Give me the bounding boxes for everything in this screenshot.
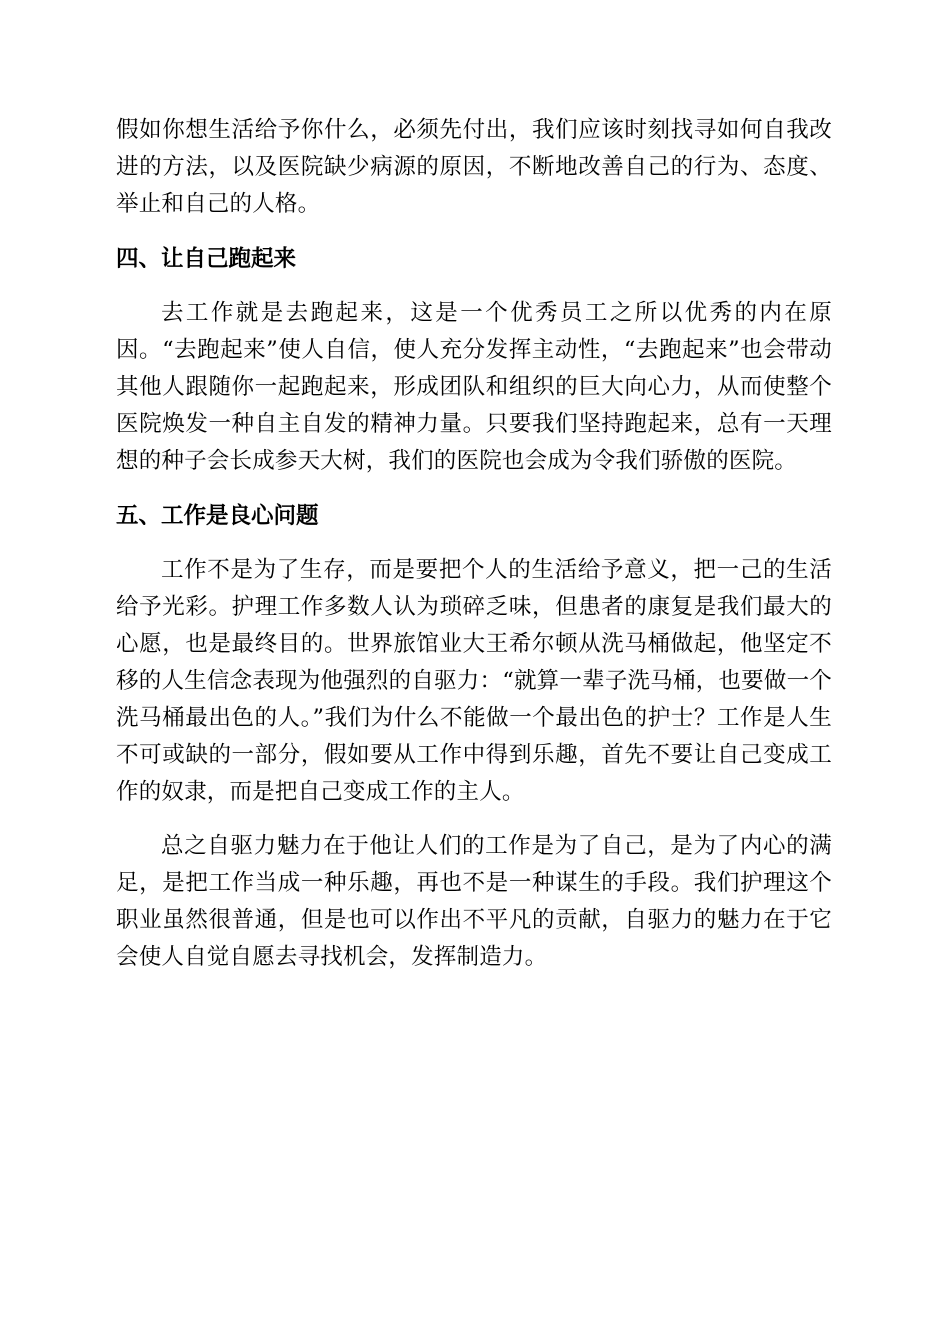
paragraph-intro: 假如你想生活给予你什么，必须先付出，我们应该时刻找寻如何自我改进的方法，以及医院缺少病源的原因，不断地改善自己的行为、态度、举止和自己的人格。 xyxy=(116,117,832,217)
paragraph-summary: 总之自驱力魅力在于他让人们的工作是为了自己，是为了内心的满足，是把工作当成一种乐趣，再也不是一种谋生的手段。我们护理这个职业虽然很普通，但是也可以作出不平凡的贡献，自驱力的魅力在于它会使人自觉自愿去寻找机会，发挥制造力。 xyxy=(116,833,832,970)
paragraph-conscience: 工作不是为了生存，而是要把个人的生活给予意义，把一己的生活给予光彩。护理工作多数人认为琐碎乏味，但患者的康复是我们最大的心愿，也是最终目的。世界旅馆业大王希尔顿从洗马桶做起，他坚定不移的人生信念表现为他强烈的自驱力：“就算一辈子洗马桶，也要做一个洗马桶最出色的人。”我们为什么不能做一个最出色的护士？工作是人生不可或缺的一部分，假如要从工作中得到乐趣，首先不要让自己变成工作的奴隶，而是把自己变成工作的主人。 xyxy=(116,557,832,805)
section-heading-conscience: 五、工作是良心问题 xyxy=(116,503,319,529)
paragraph-run: 去工作就是去跑起来，这是一个优秀员工之所以优秀的内在原因。“去跑起来”使人自信，使人充分发挥主动性，“去跑起来”也会带动其他人跟随你一起跑起来，形成团队和组织的巨大向心力，从而使整个医院焕发一种自主自发的精神力量。只要我们坚持跑起来，总有一天理想的种子会长成参天大树，我们的医院也会成为令我们骄傲的医院。 xyxy=(116,300,832,474)
section-heading-run: 四、让自己跑起来 xyxy=(116,246,297,272)
document-page xyxy=(116,112,832,976)
